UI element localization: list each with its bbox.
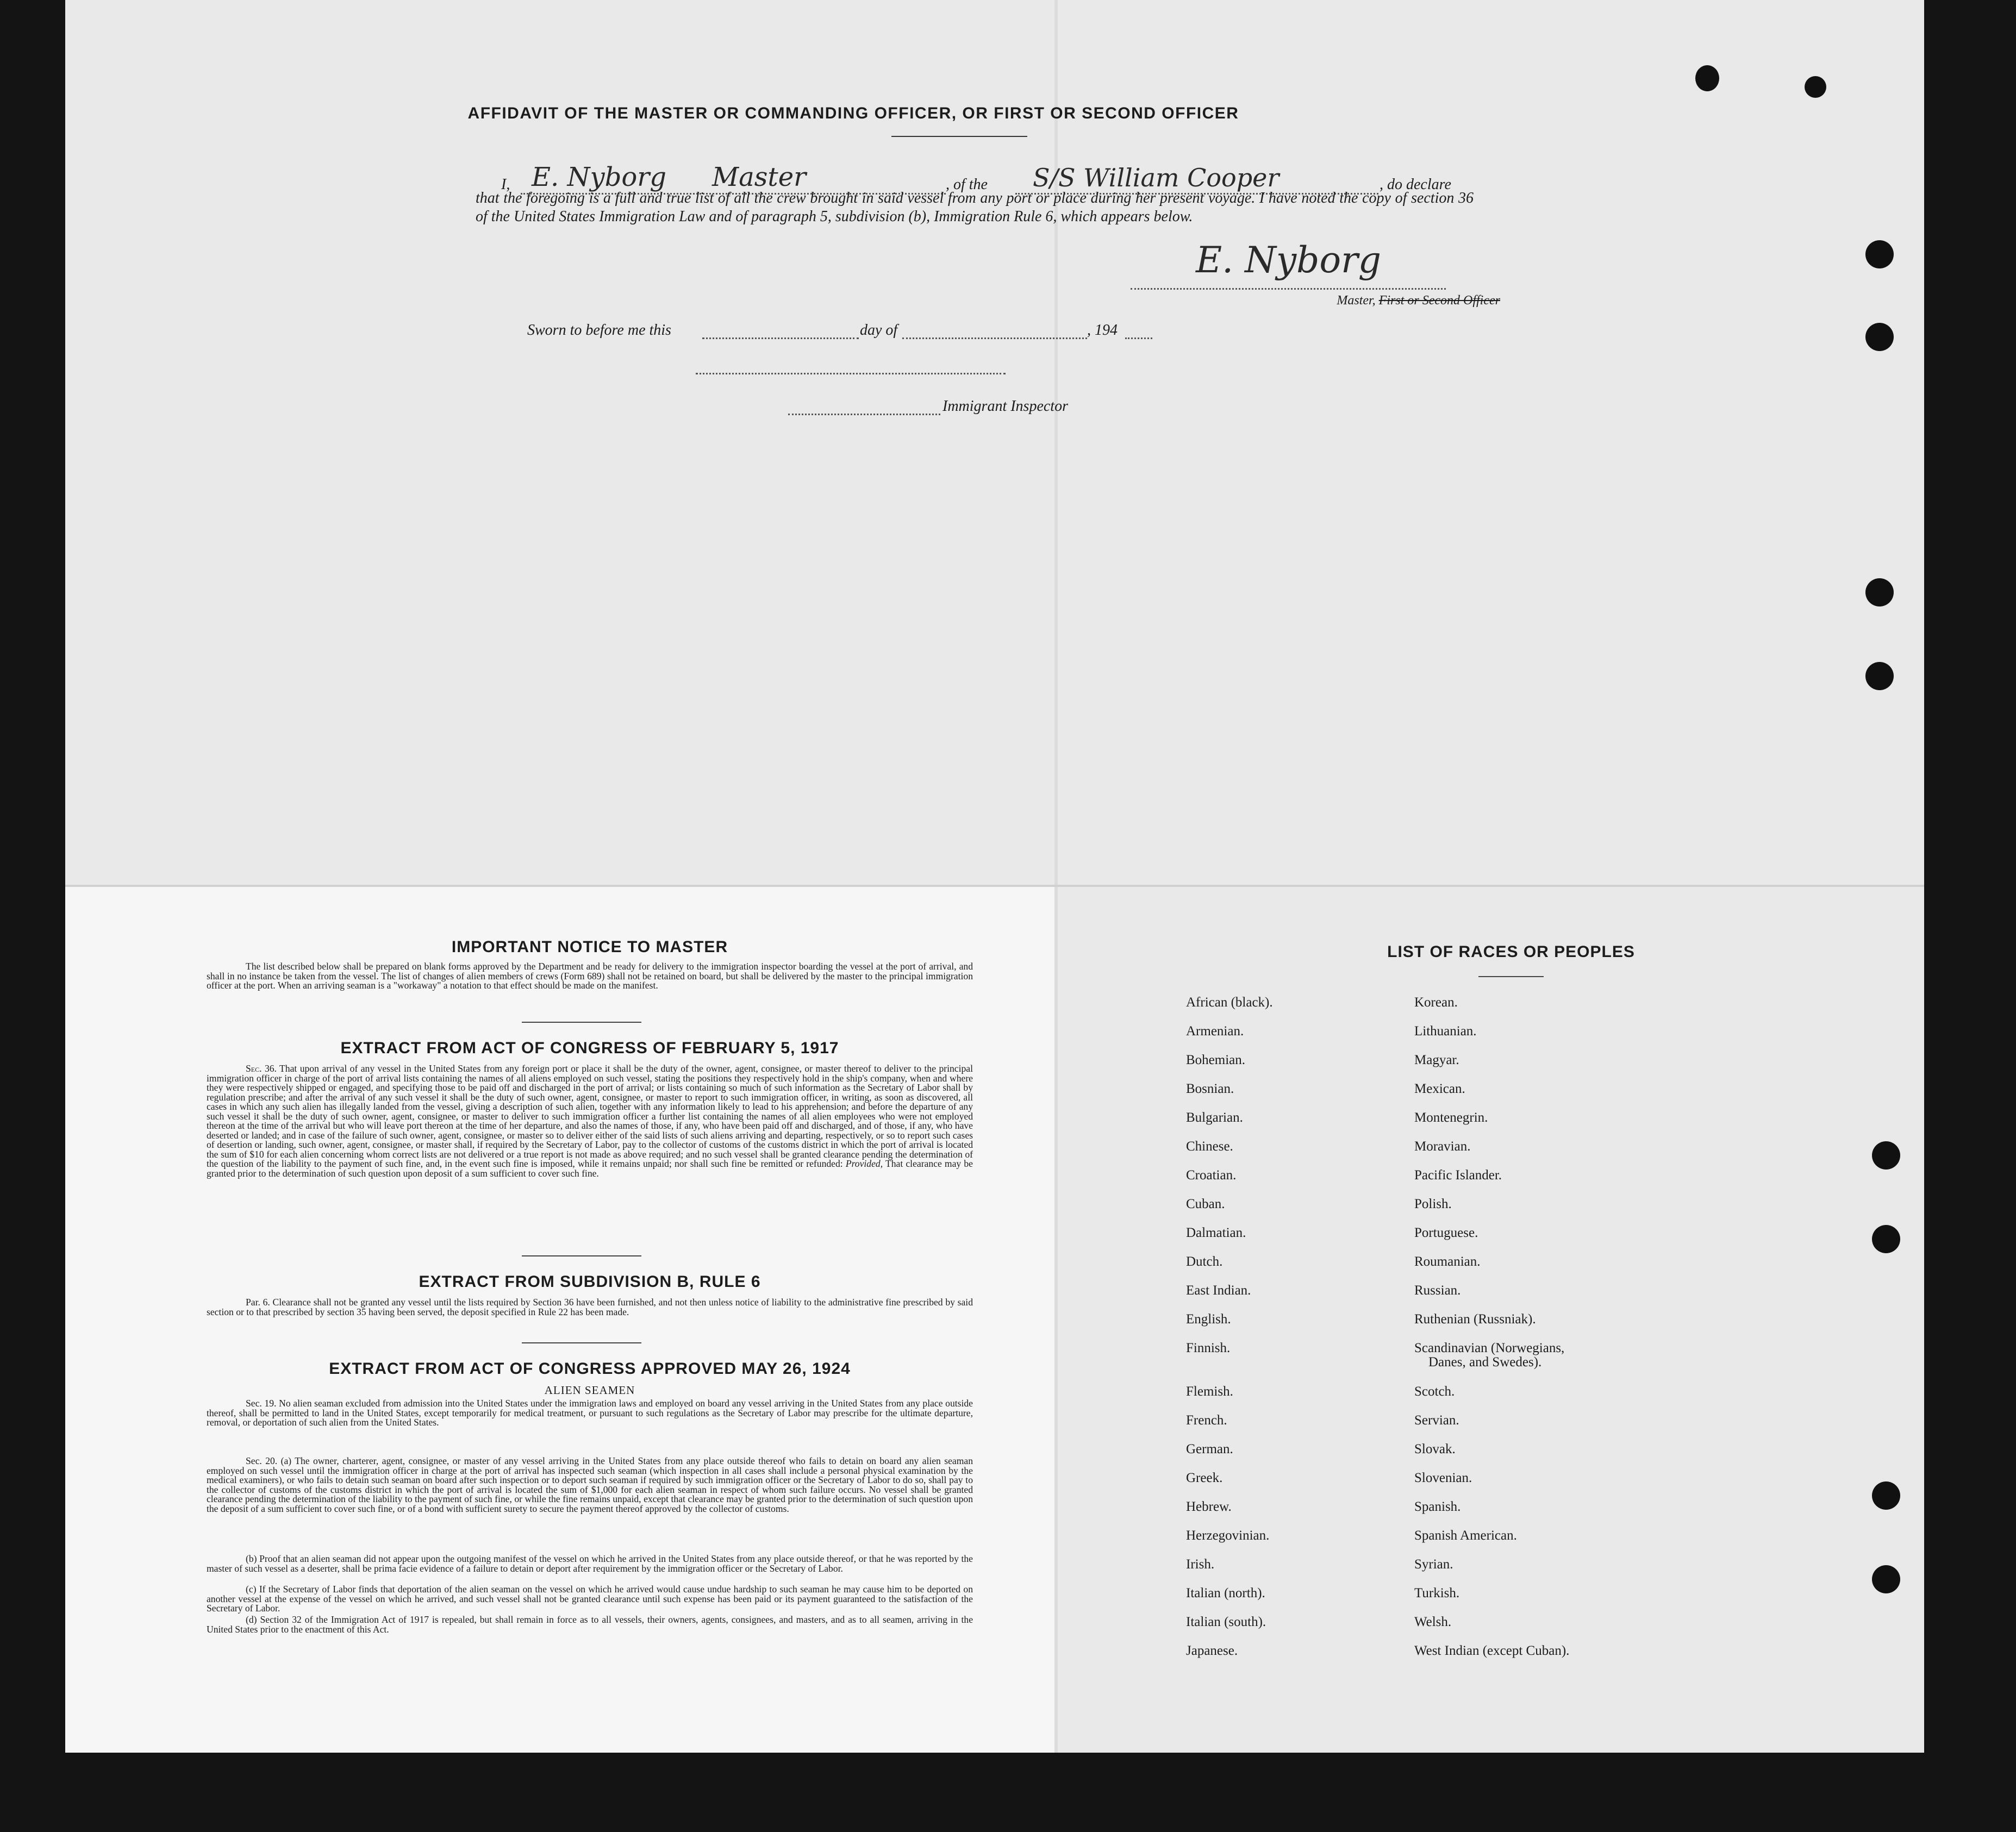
title-rule: [891, 136, 1027, 137]
race-item: Cuban.: [1186, 1197, 1225, 1211]
sworn-year-blank: [1125, 337, 1152, 339]
sec-20b-text: (b) Proof that an alien seaman did not appear upon the outgoing manifest of the vessel on which he arrived in the United States from any place outside thereof, or that he was reported by the master of such vessel as a deserter, shall be prima facie evidence of a failure to detain or deport after requirement by the immigration officer or the Secretary of Labor.: [207, 1553, 973, 1574]
race-item: Ruthenian (Russniak).: [1414, 1312, 1536, 1327]
race-item: Spanish.: [1414, 1499, 1461, 1514]
inspector-signature-line: [696, 373, 1006, 374]
race-item: Lithuanian.: [1414, 1024, 1477, 1039]
notice-title: IMPORTANT NOTICE TO MASTER: [451, 938, 728, 956]
document-sheet: [65, 0, 1924, 1753]
punch-hole-icon: [1865, 323, 1894, 351]
race-item: West Indian (except Cuban).: [1414, 1643, 1570, 1658]
punch-hole-icon: [1872, 1565, 1900, 1593]
race-item: Servian.: [1414, 1413, 1459, 1428]
race-item: Welsh.: [1414, 1615, 1452, 1629]
race-item: Syrian.: [1414, 1557, 1453, 1572]
race-item: Bohemian.: [1186, 1053, 1246, 1067]
race-item: Greek.: [1186, 1471, 1223, 1485]
race-item: Danes, and Swedes).: [1428, 1355, 1542, 1370]
race-item: East Indian.: [1186, 1283, 1251, 1298]
race-item: Finnish.: [1186, 1341, 1231, 1355]
declaration-text: that the foregoing is a full and true list of all the crew brought in said vessel from any port or place during her present voyage. I have noted the copy of section 36 of the United States Immigration Law and of paragraph 5, subdivision (b), Immigration Rule 6, which appears below.: [476, 190, 1474, 225]
races-title: LIST OF RACES OR PEOPLES: [1387, 943, 1635, 961]
race-item: English.: [1186, 1312, 1231, 1327]
punch-hole-icon: [1872, 1481, 1900, 1510]
race-item: German.: [1186, 1442, 1233, 1456]
punch-hole-icon: [1872, 1141, 1900, 1170]
affidavit-title: AFFIDAVIT OF THE MASTER OR COMMANDING OFFICER, OR FIRST OR SECOND OFFICER: [467, 104, 1239, 122]
race-item: Korean.: [1414, 995, 1458, 1010]
sec-20a-text: Sec. 20. (a) The owner, charterer, agent, consignee, or master of any vessel arriving in the United States from any place outside thereof who fails to detain on board any alien seaman employed on such vessel until the immigration officer in charge at the port of arrival has inspected such seaman (which inspection in all cases shall include a personal physical examination by the medical examiners), or who fails to detain such seaman on board after such inspection or to deport such seaman if required by such immigration officer or the Secretary of Labor to do so, shall pay to the collector of customs of the customs district in which the port of arrival is located the sum of $1,000 for each alien seaman in respect of whom such failure occurs. No vessel shall be granted clearance pending the determination of the liability to the payment of such fine, or while the fine remains unpaid, except that clearance may be granted prior to the determination of such question upon the deposit of a sum sufficient to cover such fine, or of a bond with sufficient surety to secure the payment thereof approved by the collector of customs.: [207, 1455, 973, 1514]
race-item: Dutch.: [1186, 1254, 1223, 1269]
sec-36-label: Sec. 36.: [246, 1063, 277, 1074]
inspector-label: Immigrant Inspector: [943, 398, 1068, 415]
race-item: Scandinavian (Norwegians,: [1414, 1341, 1565, 1355]
signature-label-struck: First or Second Officer: [1378, 293, 1500, 308]
of-the-text: , of the: [946, 176, 988, 193]
proviso-label: Provided,: [845, 1158, 883, 1169]
sworn-month-blank: [902, 337, 1087, 339]
alien-seamen-subtitle: ALIEN SEAMEN: [544, 1384, 635, 1397]
horizontal-fold: [65, 885, 1924, 887]
race-item: Slovak.: [1414, 1442, 1456, 1456]
sec-19-text: Sec. 19. No alien seaman excluded from admission into the United States under the immigration laws and employed on board any vessel arriving in the United States from any place outside thereof, shall be permitted to land in the United States, except temporarily for medical treatment, or pursuant to such regulations as the Secretary of Labor may prescribe for the ultimate departure, removal, or deportation of such alien from the United States.: [207, 1398, 973, 1428]
section-rule: [522, 1022, 641, 1023]
signature-label: [1337, 293, 1500, 308]
signature-label-master: Master,: [1337, 293, 1376, 308]
master-signature: E. Nyborg: [1196, 239, 1381, 281]
race-item: Croatian.: [1186, 1168, 1237, 1183]
notice-text: The list described below shall be prepared on blank forms approved by the Department and be ready for delivery to the immigration inspector boarding the vessel at the port of arrival, and shall in no instance be taken from the vessel. The list of changes of alien members of crews (Form 689) shall not be retained on board, but shall be delivered by the master to the principal immigration officer at the port. When an arriving seaman is a "workaway" a notation to that effect should be made on the manifest.: [207, 961, 973, 991]
master-name-handwriting: E. Nyborg: [532, 162, 666, 192]
sec-20d-text: (d) Section 32 of the Immigration Act of 1917 is repealed, but shall remain in force as to all vessels, their owners, agents, consignees, and masters, and as to all seamen, arriving in the United States prior to the enactment of this Act.: [207, 1614, 973, 1635]
race-item: Turkish.: [1414, 1586, 1460, 1600]
inspector-blank: [788, 414, 940, 415]
race-item: Montenegrin.: [1414, 1110, 1488, 1125]
race-item: French.: [1186, 1413, 1227, 1428]
extract-1917-text: [207, 1064, 973, 1178]
vertical-fold: [1054, 0, 1058, 1753]
race-item: Scotch.: [1414, 1384, 1455, 1399]
declaration-prefix: I,: [501, 176, 510, 193]
race-item: Irish.: [1186, 1557, 1215, 1572]
punch-hole-icon: [1805, 76, 1826, 98]
race-item: Magyar.: [1414, 1053, 1459, 1067]
inspector-line: [788, 396, 1114, 417]
punch-hole-icon: [1872, 1225, 1900, 1253]
proviso-text: That clearance may be granted prior to the determination of such question upon deposit of a sum sufficient to cover such fine.: [207, 1158, 973, 1179]
sworn-day-of: day of: [860, 322, 898, 339]
sworn-prefix: Sworn to before me this: [527, 322, 671, 339]
punch-hole-icon: [1865, 578, 1894, 607]
race-item: Polish.: [1414, 1197, 1452, 1211]
race-item: Chinese.: [1186, 1139, 1233, 1154]
extract-1924-title: EXTRACT FROM ACT OF CONGRESS APPROVED MAY 26, 1924: [329, 1360, 851, 1378]
sworn-day-blank: [702, 337, 859, 339]
do-declare-text: , do declare: [1380, 176, 1451, 193]
section-rule: [522, 1255, 641, 1256]
vessel-name-handwriting: S/S William Cooper: [1033, 163, 1279, 192]
signature-block: [1131, 239, 1500, 310]
race-item: Japanese.: [1186, 1643, 1238, 1658]
section-rule: [522, 1342, 641, 1343]
punch-hole-icon: [1865, 662, 1894, 690]
race-item: Portuguese.: [1414, 1225, 1478, 1240]
race-item: Moravian.: [1414, 1139, 1471, 1154]
punch-hole-icon: [1695, 65, 1719, 91]
race-item: Mexican.: [1414, 1081, 1465, 1096]
signature-line: [1131, 288, 1446, 290]
sworn-year: , 194: [1087, 322, 1118, 339]
race-item: Roumanian.: [1414, 1254, 1481, 1269]
race-item: Bosnian.: [1186, 1081, 1234, 1096]
race-item: Flemish.: [1186, 1384, 1233, 1399]
race-item: Slovenian.: [1414, 1471, 1472, 1485]
punch-hole-icon: [1865, 240, 1894, 268]
sec-20c-text: (c) If the Secretary of Labor finds that deportation of the alien seaman on the vessel on which he arrived would cause undue hardship to such seaman he may cause him to be deported on another vessel at the expense of the vessel on which he arrived, and such vessel shall not be granted clearance until such expense has been paid or its payment guaranteed to the satisfaction of the Secretary of Labor.: [207, 1584, 973, 1614]
race-item: Spanish American.: [1414, 1528, 1517, 1543]
race-item: African (black).: [1186, 995, 1273, 1010]
sworn-line: [527, 320, 1152, 341]
rule-6-text: Par. 6. Clearance shall not be granted any vessel until the lists required by Section 36 have been furnished, and not then unless notice of liability to the administrative fine prescribed by said section or to that prescribed by section 35 having been served, the deposit specified in Rule 22 has been made.: [207, 1297, 973, 1317]
sec-36-body: That upon arrival of any vessel in the United States from any foreign port or place it shall be the duty of the owner, agent, consignee, or master thereof to deliver to the principal immigration officer in charge of the port of arrival lists containing the names of all aliens employed on such vessel, stating the positions they respectively hold in the ship's company, when and where they were respectively shipped or engaged, and specifying those to be paid off and discharged in the port of arrival; or lists containing so much of such information as the Secretary of Labor shall by regulation prescribe; and after the arrival of any such vessel it shall be the duty of such owner, agent, consignee, or master to report to such immigration officer, in writing, as soon as discovered, all cases in which any such alien has illegally landed from the vessel, giving a description of such alien, together with any information likely to lead to his apprehension; and before the departure of any such vessel it shall be the duty of such owner, agent, consignee, or master to deliver to such immigration officer a further list containing the names of all alien employees who were not employed thereon at the time of the arrival but who will leave port thereon at the time of her departure, and also the names of those, if any, who have been paid off and discharged, and of those, if any, who have deserted or landed; and in case of the failure of such owner, agent, consignee, or master so to deliver either of the said lists of such aliens arriving and departing, respectively, or so to report such cases of desertion or landing, such owner, agent, consignee, or master shall, if required by the Secretary of Labor, pay to the collector of customs of the customs district in which the port of arrival is located the sum of $10 for each alien concerning whom correct lists are not delivered or a true report is not made as above required; and no such vessel shall be granted clearance pending the determination of the question of the liability to the payment of such fine, and, in the event such fine is imposed, while it remains unpaid; nor shall such fine be remitted or refunded:: [207, 1063, 973, 1169]
races-title-rule: [1478, 976, 1544, 977]
rule-6-title: EXTRACT FROM SUBDIVISION B, RULE 6: [419, 1273, 761, 1291]
race-item: Italian (south).: [1186, 1615, 1266, 1629]
race-item: Bulgarian.: [1186, 1110, 1243, 1125]
race-item: Dalmatian.: [1186, 1225, 1246, 1240]
race-item: Herzegovinian.: [1186, 1528, 1270, 1543]
extract-1917-title: EXTRACT FROM ACT OF CONGRESS OF FEBRUARY 5, 1917: [340, 1039, 839, 1057]
master-title-handwriting: Master: [712, 162, 807, 192]
race-item: Hebrew.: [1186, 1499, 1232, 1514]
race-item: Armenian.: [1186, 1024, 1244, 1039]
race-item: Italian (north).: [1186, 1586, 1265, 1600]
race-item: Pacific Islander.: [1414, 1168, 1502, 1183]
race-item: Russian.: [1414, 1283, 1461, 1298]
